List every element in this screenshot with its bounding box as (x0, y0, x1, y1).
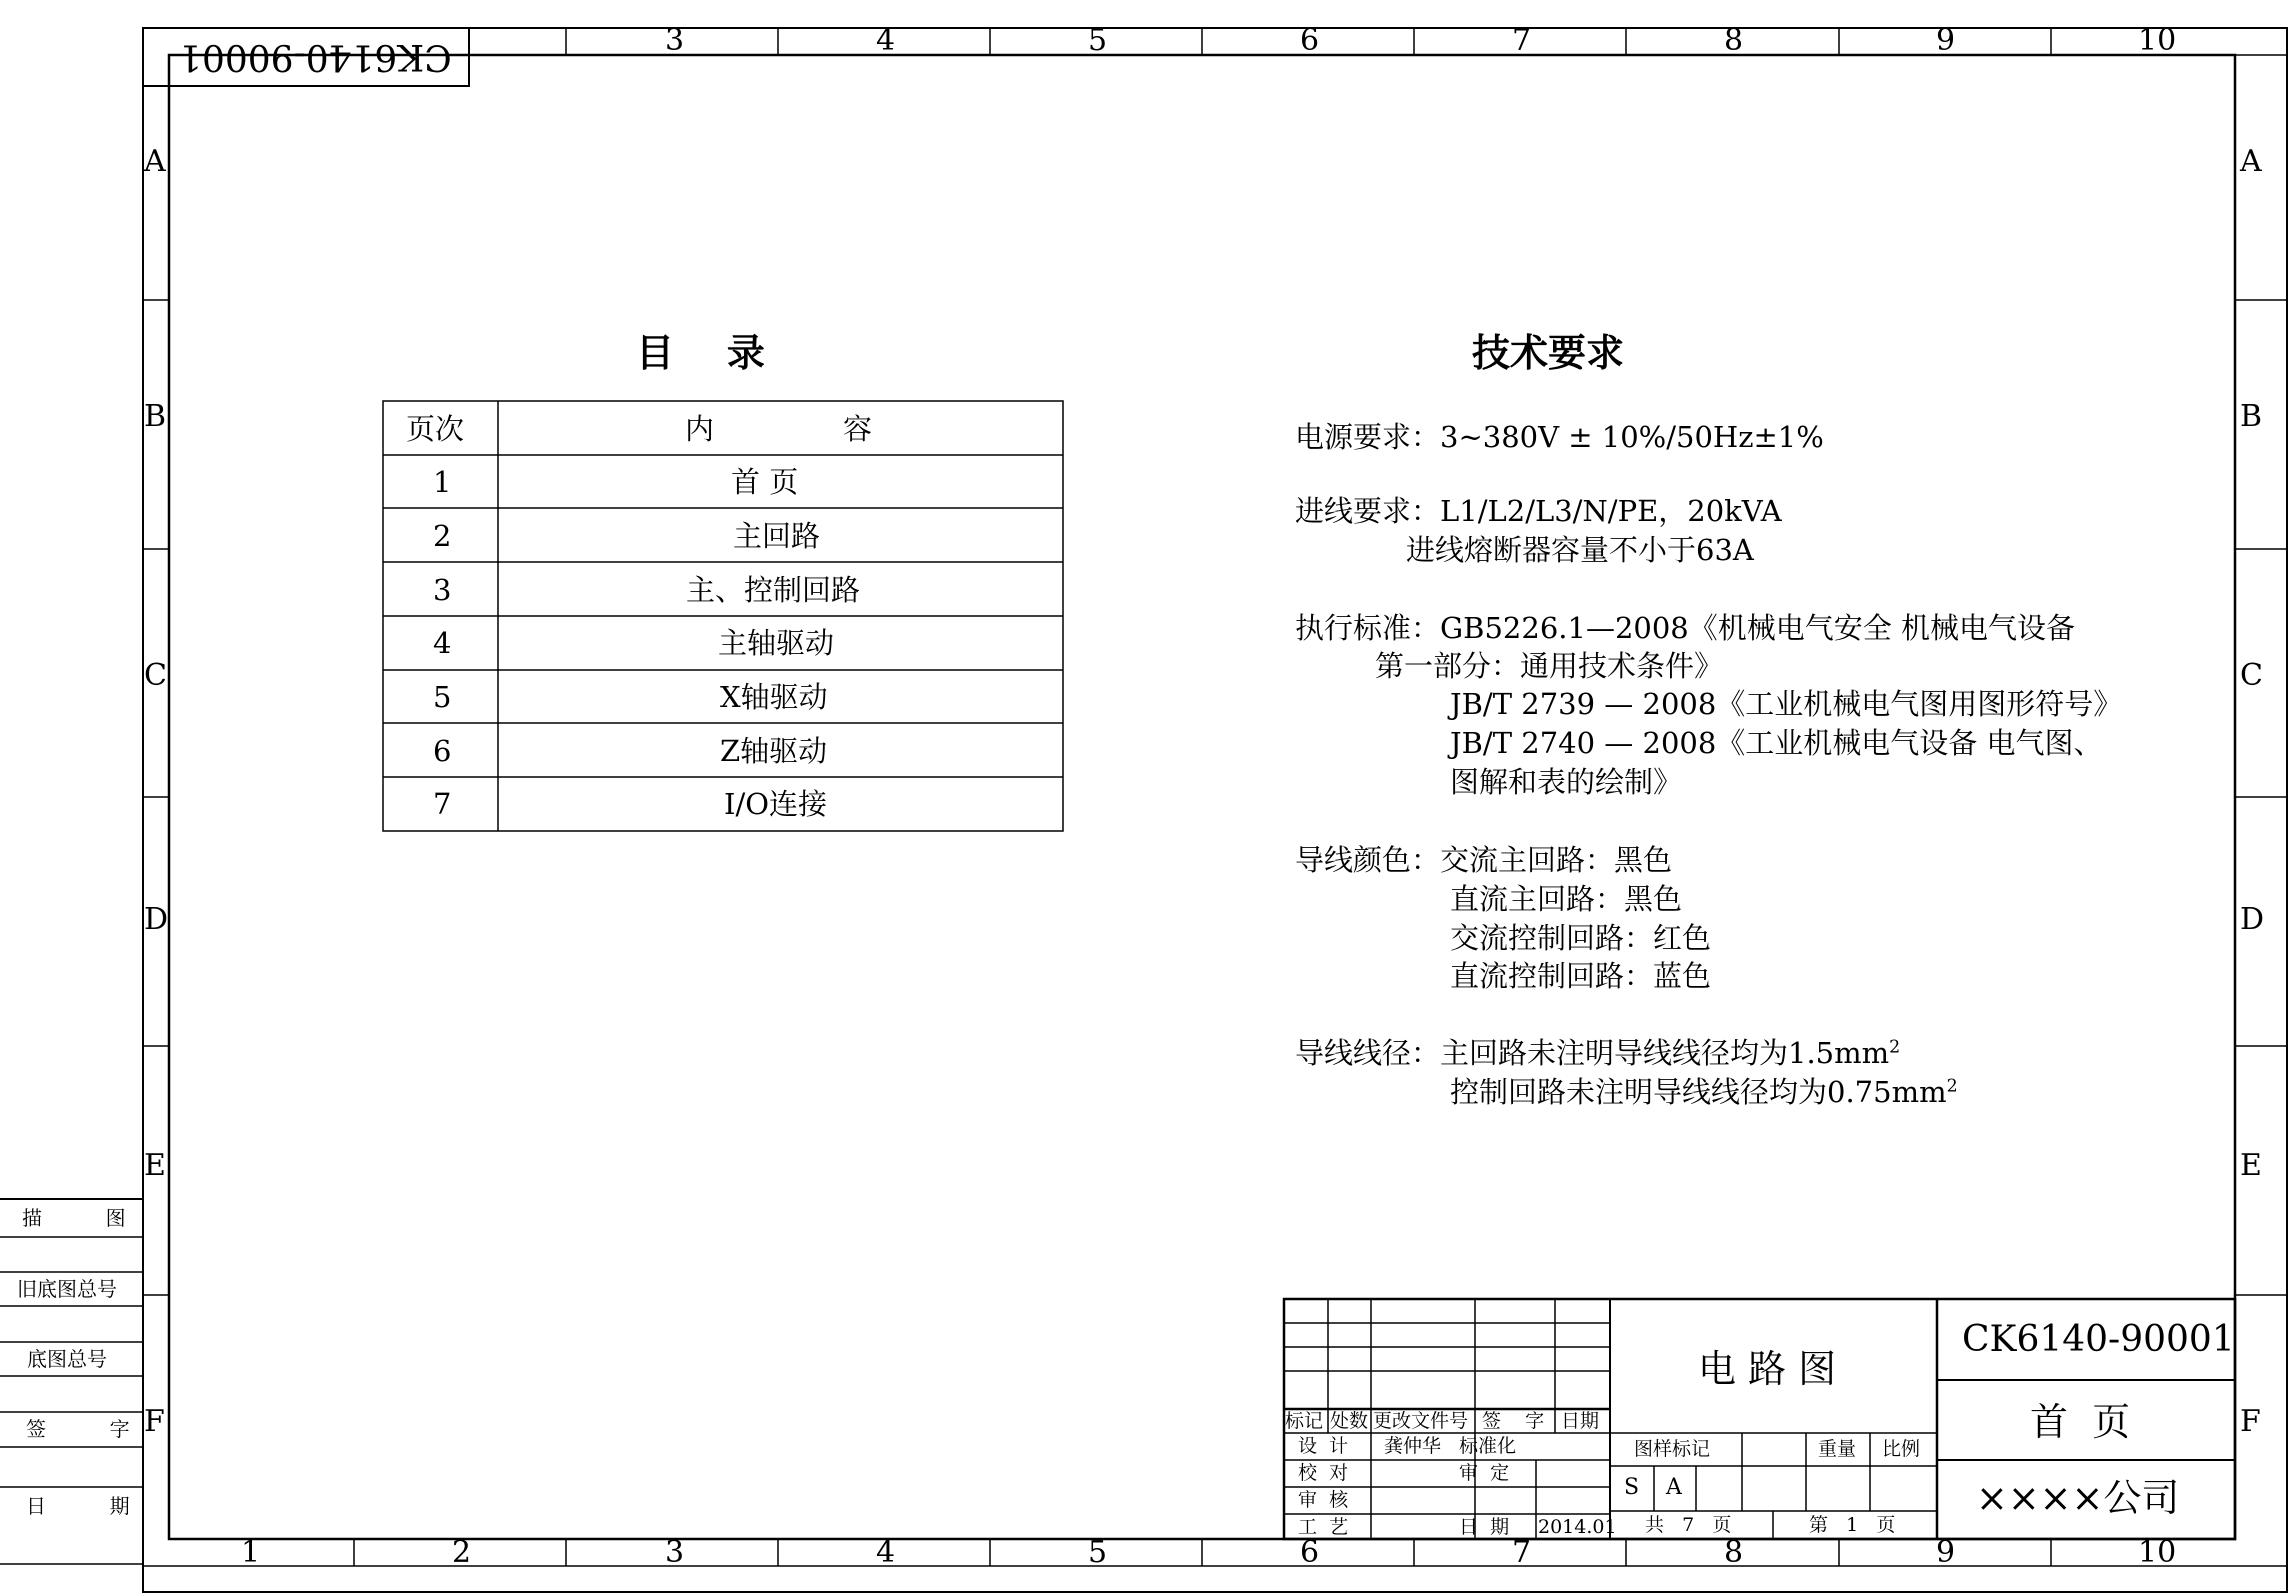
row-label-left-E: E (144, 1148, 166, 1183)
req-wire-color-3: 交流控制回路：红色 (1450, 921, 1712, 955)
tb-header-mark: 标记 (1285, 1410, 1324, 1432)
req-wire-size-1-text: 导线线径：主回路未注明导线线径均为1.5mm (1295, 1036, 1890, 1070)
row-label-left-F: F (144, 1404, 165, 1439)
col-label-bottom-4: 4 (876, 1535, 896, 1570)
toc-row-no: 3 (433, 573, 452, 607)
toc-row-no: 2 (433, 519, 452, 553)
side-label-date: 日 期 (26, 1494, 130, 1518)
row-label-right-E: E (2240, 1148, 2262, 1183)
tb-date-label: 日 期 (1459, 1516, 1510, 1538)
req-standard-5: 图解和表的绘制》 (1450, 765, 1683, 799)
toc-row-content: 主轴驱动 (718, 626, 835, 660)
col-label-bottom-6: 6 (1300, 1535, 1320, 1570)
toc-row-no: 1 (433, 465, 452, 499)
tb-design-label: 设 计 (1298, 1435, 1349, 1457)
toc-title: 目 录 (636, 330, 765, 375)
col-label-bottom-7: 7 (1512, 1535, 1532, 1570)
tb-header-count: 处数 (1330, 1410, 1369, 1432)
col-label-top-4: 4 (876, 23, 896, 58)
toc-row-no: 7 (433, 787, 452, 821)
tb-drawing-code: CK6140-90001 (1962, 1319, 2235, 1360)
row-label-left-A: A (144, 144, 166, 179)
col-label-top-10: 10 (2138, 23, 2177, 58)
req-wire-color-1: 导线颜色：交流主回路：黑色 (1295, 843, 1673, 877)
row-label-left-C: C (144, 658, 167, 693)
row-ticks (143, 55, 2287, 1295)
tb-check-label: 校 对 (1298, 1462, 1349, 1484)
tb-review-label: 审 核 (1298, 1489, 1349, 1511)
superscript-2: 2 (1889, 1037, 1901, 1058)
row-label-right-F: F (2240, 1404, 2261, 1439)
row-label-right-D: D (2240, 902, 2265, 937)
toc-header-page: 页次 (406, 412, 465, 446)
tb-approve-label: 审 定 (1459, 1462, 1510, 1484)
col-label-top-7: 7 (1512, 23, 1532, 58)
tb-total-pages: 共 7 页 (1645, 1514, 1732, 1536)
tb-marking-label: 图样标记 (1634, 1438, 1711, 1460)
side-label-tracing: 描 图 (22, 1206, 126, 1230)
tb-date-value: 2014.01 (1538, 1516, 1617, 1538)
tb-standard-label: 标准化 (1459, 1435, 1517, 1457)
toc-header-content: 内 容 (685, 412, 873, 446)
toc-row-no: 4 (433, 626, 452, 660)
inner-border (169, 55, 2235, 1539)
requirements-title: 技术要求 (1472, 330, 1625, 375)
tb-scale-label: 比例 (1882, 1438, 1921, 1460)
side-label-old-base-no: 旧底图总号 (17, 1277, 117, 1301)
req-standard-1: 执行标准：GB5226.1—2008《机械电气安全 机械电气设备 (1295, 611, 2075, 645)
req-wire-size-2 (1450, 1075, 1958, 1109)
toc-row-content: 主、控制回路 (686, 573, 861, 607)
row-label-right-B: B (2240, 399, 2263, 434)
col-label-bottom-10: 10 (2138, 1535, 2177, 1570)
tb-header-date: 日期 (1561, 1410, 1600, 1432)
col-label-top-6: 6 (1300, 23, 1320, 58)
tb-designer-name: 龚仲华 (1384, 1435, 1442, 1457)
col-label-bottom-3: 3 (665, 1535, 685, 1570)
toc-row-content: 首 页 (731, 465, 799, 499)
tb-mark-s: S (1624, 1475, 1640, 1500)
toc-row-no: 6 (433, 734, 452, 768)
col-label-top-9: 9 (1936, 23, 1956, 58)
side-label-base-no: 底图总号 (27, 1347, 107, 1371)
req-wire-size-2-text: 控制回路未注明导线线径均为0.75mm (1450, 1075, 1947, 1109)
req-standard-2: 第一部分：通用技术条件》 (1375, 649, 1724, 683)
col-label-bottom-1: 1 (241, 1535, 261, 1570)
tb-process-label: 工 艺 (1298, 1516, 1349, 1538)
superscript-2: 2 (1946, 1076, 1958, 1097)
req-standard-4: JB/T 2740 — 2008《工业机械电气设备 电气图、 (1450, 726, 2103, 760)
req-fuse: 进线熔断器容量不小于63A (1406, 533, 1754, 567)
req-wire-color-2: 直流主回路：黑色 (1450, 882, 1683, 916)
req-wire-size-1 (1295, 1036, 1901, 1070)
tb-sheet-name: 首 页 (2030, 1400, 2131, 1444)
tb-header-change-doc: 更改文件号 (1373, 1410, 1469, 1432)
col-label-bottom-8: 8 (1724, 1535, 1744, 1570)
toc-row-content: X轴驱动 (720, 680, 828, 714)
col-label-bottom-9: 9 (1936, 1535, 1956, 1570)
col-label-top-3: 3 (665, 23, 685, 58)
col-label-bottom-5: 5 (1088, 1535, 1108, 1570)
top-code-rotated: CK6140-90001 (179, 36, 452, 77)
row-label-left-B: B (144, 399, 167, 434)
tb-header-sign: 签 字 (1482, 1410, 1545, 1432)
col-label-top-5: 5 (1088, 23, 1108, 58)
req-power: 电源要求：3~380V ± 10%/50Hz±1% (1295, 420, 1824, 454)
tb-page-no: 第 1 页 (1809, 1514, 1896, 1536)
row-label-left-D: D (144, 902, 169, 937)
col-label-top-8: 8 (1724, 23, 1744, 58)
toc-row-content: Z轴驱动 (720, 734, 828, 768)
req-incoming: 进线要求：L1/L2/L3/N/PE，20kVA (1295, 494, 1782, 528)
toc-row-no: 5 (433, 680, 452, 714)
tb-drawing-title: 电 路 图 (1698, 1347, 1837, 1391)
toc-row-content: I/O连接 (724, 787, 828, 821)
req-wire-color-4: 直流控制回路：蓝色 (1450, 959, 1712, 993)
req-standard-3: JB/T 2739 — 2008《工业机械电气图用图形符号》 (1450, 687, 2123, 721)
side-label-signature: 签 字 (26, 1417, 130, 1441)
toc-row-content: 主回路 (733, 519, 821, 553)
tb-weight-label: 重量 (1818, 1438, 1857, 1460)
row-label-right-C: C (2240, 658, 2263, 693)
row-label-right-A: A (2240, 144, 2262, 179)
col-label-bottom-2: 2 (452, 1535, 472, 1570)
tb-company: ××××公司 (1976, 1476, 2180, 1520)
tb-mark-a: A (1666, 1475, 1682, 1500)
